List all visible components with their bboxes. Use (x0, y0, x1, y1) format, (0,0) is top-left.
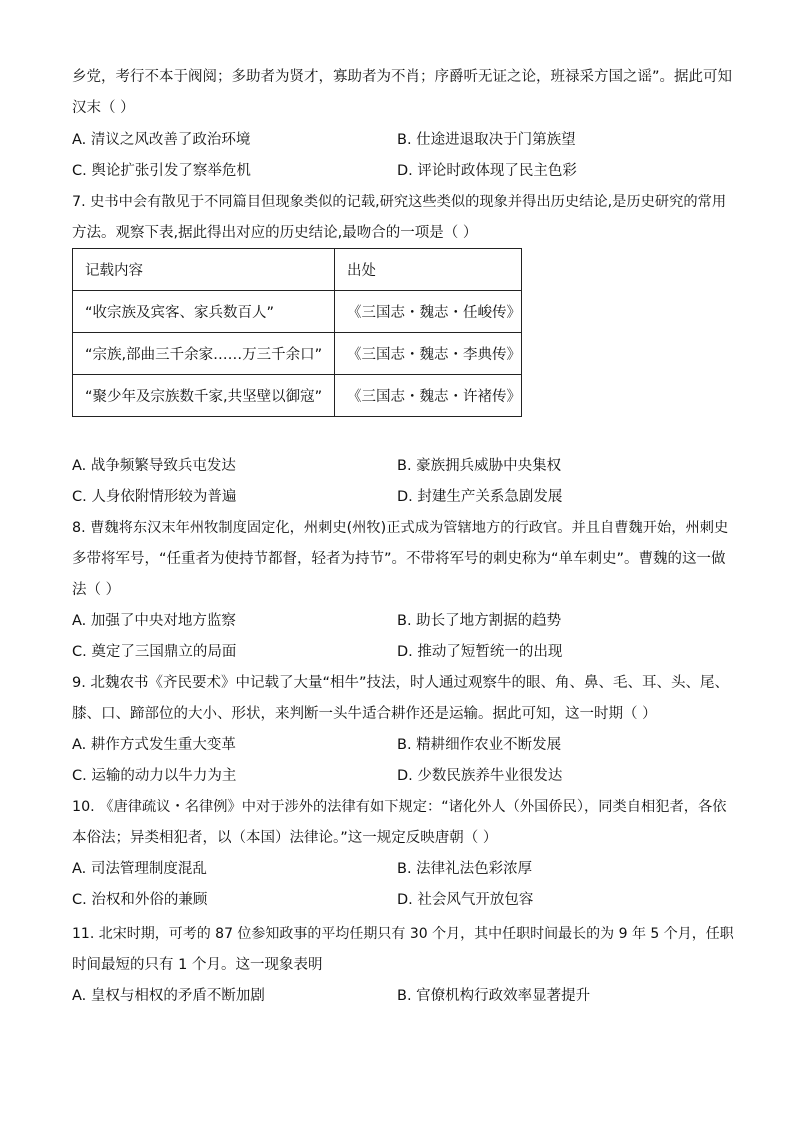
q6-option-a: A. 清议之风改善了政治环境 (72, 132, 251, 148)
q9-option-b: B. 精耕细作农业不断发展 (397, 737, 562, 753)
table-cell-content: “聚少年及宗族数千家,共坚壁以御寇” (73, 375, 335, 417)
q8-option-d: D. 推动了短暂统一的出现 (397, 644, 563, 660)
q6-option-c: C. 舆论扩张引发了察举危机 (72, 163, 251, 179)
q9-option-c: C. 运输的动力以牛力为主 (72, 768, 237, 784)
q6-option-d: D. 评论时政体现了民主色彩 (397, 163, 577, 179)
q8-option-c: C. 奠定了三国鼎立的局面 (72, 644, 237, 660)
q10-option-b: B. 法律礼法色彩浓厚 (397, 861, 533, 877)
q11-option-a: A. 皇权与相权的矛盾不断加剧 (72, 988, 265, 1004)
q6-stem-line-2: 汉末（ ） (72, 100, 135, 116)
table-header-row (73, 249, 522, 291)
table-row (73, 291, 522, 333)
table-row (73, 333, 522, 375)
table-header-content: 记载内容 (73, 249, 335, 291)
q7-option-a: A. 战争频繁导致兵屯发达 (72, 458, 236, 474)
q7-option-c: C. 人身依附情形较为普遍 (72, 489, 237, 505)
table-header-source: 出处 (335, 249, 522, 291)
q10-option-a: A. 司法管理制度混乱 (72, 861, 207, 877)
q9-stem-line-2: 膝、口、蹄部位的大小、形状，来判断一头牛适合耕作还是运输。据此可知，这一时期（ ） (72, 706, 657, 722)
q9-option-a: A. 耕作方式发生重大变革 (72, 737, 236, 753)
q7-stem-line-1: 7. 史书中会有散见于不同篇目但现象类似的记载,研究这些类似的现象并得出历史结论,是历史研究的常用 (72, 194, 727, 210)
table-row (73, 375, 522, 417)
table-cell-source: 《三国志・魏志・李典传》 (335, 333, 522, 375)
q11-stem-line-1: 11. 北宋时期，可考的 87 位参知政事的平均任期只有 30 个月，其中任职时间最长的为 9 年 5 个月，任职 (72, 926, 734, 942)
q10-option-c: C. 治权和外俗的兼顾 (72, 892, 208, 908)
q8-stem-line-3: 法（ ） (72, 582, 121, 598)
q7-source-table (72, 248, 522, 417)
q9-stem-line-1: 9. 北魏农书《齐民要术》中记载了大量“相牛”技法，时人通过观察牛的眼、角、鼻、毛、耳、头、尾、 (72, 675, 729, 691)
q11-stem-line-2: 时间最短的只有 1 个月。这一现象表明 (72, 957, 323, 973)
q8-option-b: B. 助长了地方割据的趋势 (397, 613, 562, 629)
q6-option-b: B. 仕途进退取决于门第族望 (397, 132, 576, 148)
q8-stem-line-1: 8. 曹魏将东汉末年州牧制度固定化，州刺史(州牧)正式成为管辖地方的行政官。并且自曹魏开始，州刺史 (72, 520, 729, 536)
q7-option-b: B. 豪族拥兵威胁中央集权 (397, 458, 562, 474)
q6-stem-line-1: 乡党，考行不本于阀阅；多助者为贤才，寡助者为不肖；序爵听无证之论，班禄采方国之谣”。据此可知 (72, 69, 733, 85)
q10-option-d: D. 社会风气开放包容 (397, 892, 534, 908)
q10-stem-line-1: 10. 《唐律疏议・名律例》中对于涉外的法律有如下规定：“诸化外人（外国侨民），同类自相犯者，各依 (72, 799, 727, 815)
q8-option-a: A. 加强了中央对地方监察 (72, 613, 236, 629)
q9-option-d: D. 少数民族养牛业很发达 (397, 768, 563, 784)
q7-option-d: D. 封建生产关系急剧发展 (397, 489, 563, 505)
table-cell-source: 《三国志・魏志・许褚传》 (335, 375, 522, 417)
table-cell-content: “收宗族及宾客、家兵数百人” (73, 291, 335, 333)
q10-stem-line-2: 本俗法；异类相犯者，以（本国）法律论。”这一规定反映唐朝（ ） (72, 830, 498, 846)
table-cell-source: 《三国志・魏志・任峻传》 (335, 291, 522, 333)
q8-stem-line-2: 多带将军号，“任重者为使持节都督，轻者为持节”。不带将军号的刺史称为“单车刺史”。曹魏的这一做 (72, 551, 726, 567)
table-cell-content: “宗族,部曲三千余家……万三千余口” (73, 333, 335, 375)
q7-stem-line-2: 方法。观察下表,据此得出对应的历史结论,最吻合的一项是（ ） (72, 225, 478, 241)
q11-option-b: B. 官僚机构行政效率显著提升 (397, 988, 591, 1004)
